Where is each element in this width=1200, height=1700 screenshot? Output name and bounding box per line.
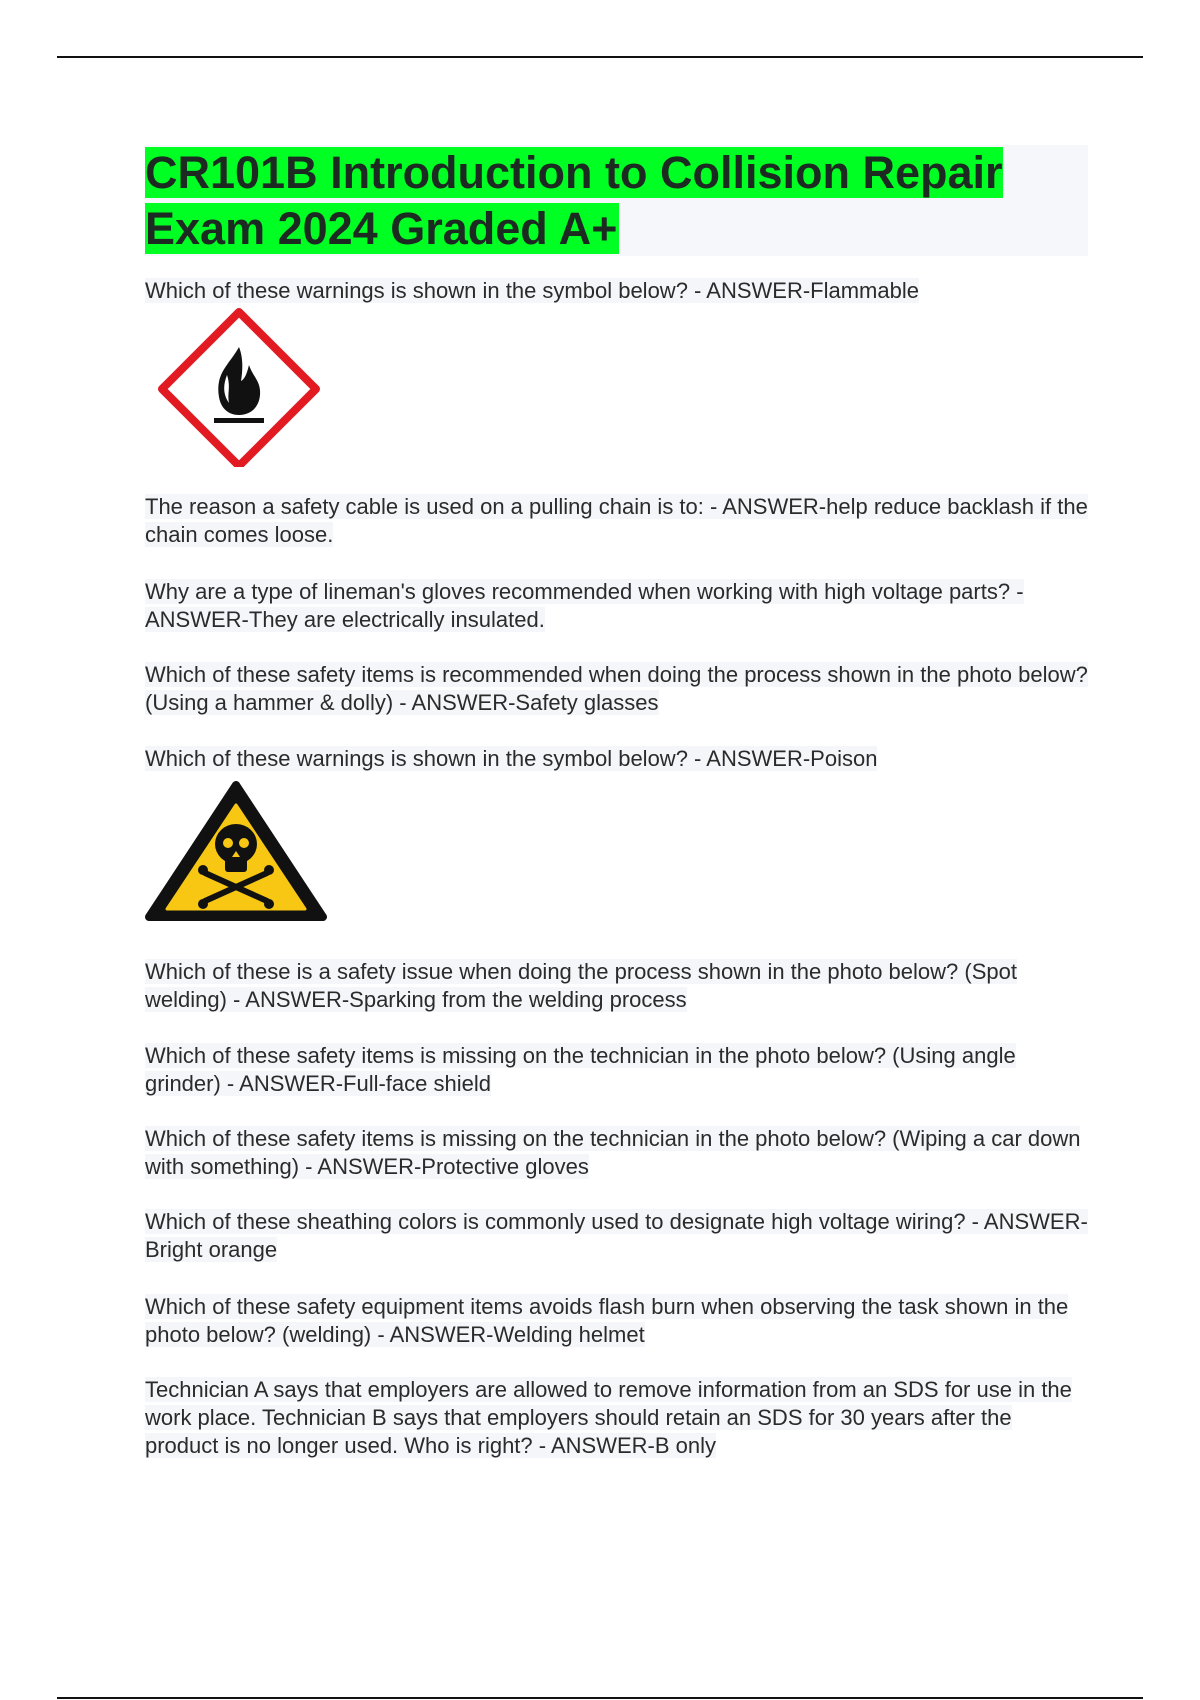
title-highlight: CR101B Introduction to Collision Repair Exam 2024 Graded A+ bbox=[145, 147, 1003, 254]
document-body bbox=[145, 145, 1088, 1460]
qa-entry-5: Which of these warnings is shown in the symbol below? - ANSWER-Poison bbox=[145, 746, 878, 771]
qa-entry-10: Which of these safety equipment items avoids flash burn when observing the task shown in the photo below? (welding) - ANSWER-Welding helmet bbox=[145, 1294, 1069, 1347]
qa-entry-9: Which of these sheathing colors is commonly used to designate high voltage wiring? - ANSWER-Bright orange bbox=[145, 1209, 1088, 1262]
bottom-rule bbox=[57, 1697, 1143, 1699]
qa-entry-8: Which of these safety items is missing on the technician in the photo below? (Wiping a car down with something) - ANSWER-Protective gloves bbox=[145, 1126, 1081, 1179]
qa-entry-7: Which of these safety items is missing on the technician in the photo below? (Using angle grinder) - ANSWER-Full-face shield bbox=[145, 1043, 1016, 1096]
qa-entry-3: Why are a type of lineman's gloves recommended when working with high voltage parts? - ANSWER-They are electrically insulated. bbox=[145, 579, 1024, 632]
qa-entry-11: Technician A says that employers are allowed to remove information from an SDS for use in the work place. Technician B says that employers should retain an SDS for 30 years after the product is no longer used. Who is right? - ANSWER-B only bbox=[145, 1377, 1072, 1458]
flammable-hazard-icon bbox=[157, 307, 321, 467]
qa-entry-2: The reason a safety cable is used on a pulling chain is to: - ANSWER-help reduce backlash if the chain comes loose. bbox=[145, 494, 1088, 547]
qa-entry-4: Which of these safety items is recommended when doing the process shown in the photo below? (Using a hammer & dolly) - ANSWER-Safety glasses bbox=[145, 662, 1088, 715]
poison-warning-icon bbox=[145, 781, 327, 926]
top-rule bbox=[57, 56, 1143, 58]
page-title bbox=[145, 145, 1088, 257]
qa-entry-6: Which of these is a safety issue when doing the process shown in the photo below? (Spot welding) - ANSWER-Sparking from the welding process bbox=[145, 959, 1017, 1012]
qa-entry-1: Which of these warnings is shown in the symbol below? - ANSWER-Flammable bbox=[145, 278, 919, 303]
title-block bbox=[145, 145, 1088, 256]
